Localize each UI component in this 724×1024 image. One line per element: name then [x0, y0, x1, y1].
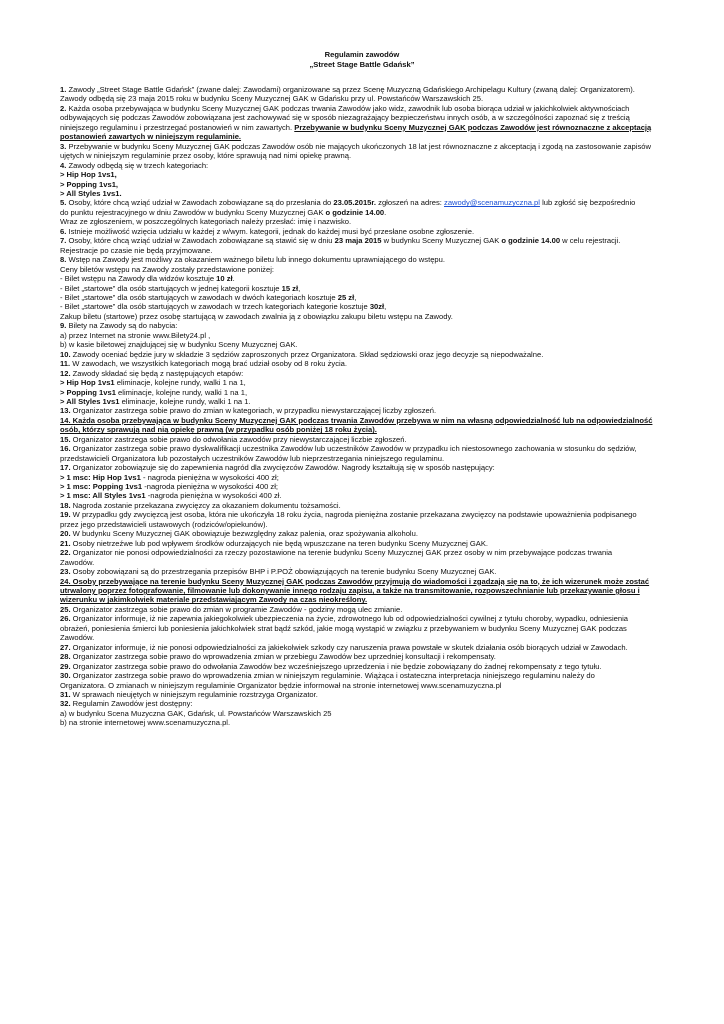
text-line [60, 567, 664, 576]
text-segment: . [384, 207, 387, 217]
text-segment: 6. [60, 226, 67, 236]
text-segment: Organizator zastrzega sobie prawo do zmian w kategoriach, w przypadku niewystarczającej liczby zgłoszeń. [70, 406, 437, 416]
text-segment: 12. [60, 368, 71, 378]
text-segment: 30zł [369, 302, 385, 312]
text-line [60, 558, 664, 567]
text-segment: > Popping 1vs1, [60, 179, 119, 189]
text-segment: 4. [60, 160, 67, 170]
text-line [60, 510, 664, 519]
text-line [60, 586, 664, 595]
text-segment: 10 zł [216, 274, 233, 284]
text-segment: - Bilet wstępu na Zawody dla widzów kosztuje [60, 274, 217, 284]
text-segment: postanowień zawartych w niniejszym regulaminie. [60, 132, 242, 142]
text-line [60, 293, 664, 302]
text-segment: Ceny biletów wstępu na Zawody zostały przedstawione poniżej: [60, 264, 275, 274]
text-segment: > All Styles 1vs1. [60, 188, 122, 198]
text-line [60, 482, 664, 491]
text-segment: 19. [60, 510, 71, 520]
text-segment: 25. [60, 604, 71, 614]
text-segment: 22. [60, 548, 71, 558]
document-page [60, 50, 664, 728]
text-segment: . [232, 274, 235, 284]
text-segment: > 1 msc: Popping 1vs1 [60, 482, 143, 492]
text-line [60, 265, 664, 274]
text-segment: 7. [60, 236, 67, 246]
text-line [60, 284, 664, 293]
text-segment: 24. Osoby przebywające na terenie budynku Sceny Muzycznej GAK podczas Zawodów przyjmują do wiadomości i zgadzają się na to, że ich wizerunek może zostać [60, 576, 650, 586]
text-line [60, 189, 664, 198]
text-segment: - Bilet „startowe” dla osób startujących w zawodach w trzech kategoriach kategorie kosztuje [60, 302, 370, 312]
text-segment: Zawodów. [60, 633, 95, 643]
text-line [60, 406, 664, 415]
text-segment: 21. [60, 538, 71, 548]
text-segment: 30. [60, 671, 71, 681]
text-line [60, 208, 664, 217]
text-segment: Osoby, które chcą wziąć udział w Zawodach zobowiązane są stawić się w dniu [66, 236, 335, 246]
text-segment: W sprawach nieujętych w niniejszym regulaminie rozstrzyga Organizator. [70, 690, 318, 699]
text-segment: w budynku Sceny Muzycznej GAK [381, 236, 502, 246]
text-line [60, 132, 664, 141]
text-line [60, 690, 664, 699]
text-line [60, 577, 664, 586]
text-line [60, 274, 664, 283]
text-segment: w celu rejestracji. [560, 236, 621, 246]
text-segment: obrażeń, poniesienia śmierci lub poniesienia jakichkolwiek strat bądź szkód, jakie mogą wystąpić w związku z przebywaniem w budynku Sceny Muzycznej GAK podczas [60, 623, 627, 633]
text-segment: zgłoszeń na adres: [376, 198, 445, 208]
text-segment: W budynku Sceny Muzycznej GAK obowiązuje bezwzględny zakaz palenia, oraz spożywania alkoholu. [70, 529, 418, 539]
text-segment: 23 maja 2015 [334, 236, 382, 246]
text-line [60, 350, 664, 359]
text-segment: osób, którzy sprawują nad nią opiekę prawną (w przypadku osób poniżej 18 roku życia). [60, 425, 377, 435]
text-line [60, 227, 664, 236]
text-segment: Organizator zastrzega sobie prawo do zmian w programie Zawodów - godziny mogą ulec zmianie. [70, 604, 403, 614]
text-segment: b) na stronie internetowej www.scenamuzyczna.pl. [60, 718, 231, 728]
text-line [60, 217, 664, 226]
text-segment: a) przez Internet na stronie www.Bilety24.pl , [60, 330, 211, 340]
text-segment: , [354, 292, 357, 302]
text-segment: 26. [60, 614, 71, 624]
text-segment: 16. [60, 444, 71, 454]
text-line [60, 113, 664, 122]
text-segment: - Bilet „startowe” dla osób startujących w zawodach w dwóch kategoriach kosztuje [60, 292, 338, 302]
text-segment: W przypadku gdy zwycięzcą jest osoba, która nie ukończyła 18 roku życia, nagroda pieniężna zostanie przekazana zwycięzcy na podstawie upoważnienia podpisanego [70, 510, 637, 520]
text-segment: o godzinie 14.00 [325, 207, 385, 217]
text-segment: > Popping 1vs1 [60, 387, 116, 397]
text-segment: Zakup biletu (startowe) przez osobę startującą w zawodach zwalnia ją z obowiązku zakupu biletu wstępu na Zawody. [60, 311, 453, 321]
text-segment: Wstęp na Zawody jest możliwy za okazaniem ważnego biletu lub innego dokumentu uprawniającego do wstępu. [66, 255, 445, 265]
text-line [60, 624, 664, 633]
text-segment: -nagroda pieniężna w wysokości 400 zł; [142, 482, 279, 492]
text-line [60, 435, 664, 444]
text-line [60, 388, 664, 397]
text-segment: -nagroda pieniężna w wysokości 400 zł. [145, 491, 282, 501]
text-segment: Każda osoba przebywająca w budynku Sceny Muzycznej GAK podczas trwania Zawodów jako widz, zawodnik lub osoba biorąca udział w jakichkolwiek aktywnościach [66, 103, 630, 113]
text-segment: Przebywanie w budynku Sceny Muzycznej GAK podczas Zawodów osób nie mających ukończonych 18 lat jest równoznaczne z akceptacją i zgodą na zastosowanie zapisów [66, 141, 651, 151]
text-line [60, 85, 664, 94]
text-segment: 27. [60, 642, 71, 652]
text-line [60, 444, 664, 453]
text-segment: Organizator zastrzega sobie prawo do odwołania zawodów przy niewystarczającej liczbie zgłoszeń. [70, 434, 407, 444]
text-line [60, 473, 664, 482]
text-segment: Organizator informuje, iż nie zapewnia jakiegokolwiek ubezpieczenia na życie, zdrowotnego lub od odpowiedzialności cywilnej z tytułu choroby, wypadku, odniesienia [70, 614, 629, 624]
text-line [60, 123, 664, 132]
document-subtitle: „Street Stage Battle Gdańsk” [309, 60, 415, 69]
text-segment: 29. [60, 661, 71, 671]
text-line [60, 302, 664, 311]
text-line [60, 142, 664, 151]
text-segment: Zawody składać się będą z następujących etapów: [70, 368, 244, 378]
text-segment: o godzinie 14.00 [501, 236, 561, 246]
text-line [60, 501, 664, 510]
text-segment: Rejestracje po czasie nie będą przyjmowane. [60, 245, 213, 255]
text-line [60, 255, 664, 264]
text-segment: , [298, 283, 301, 293]
text-line [60, 463, 664, 472]
text-segment: Zawody odbędą się 23 maja 2015 roku w budynku Sceny Muzycznej GAK w Gdańsku przy ul. Powstańców Warszawskich 25. [60, 94, 484, 104]
text-segment: 11. [60, 359, 71, 369]
text-line [60, 246, 664, 255]
text-segment: Organizator nie ponosi odpowiedzialności za rzeczy pozostawione na terenie budynku Sceny Muzycznej GAK przez osoby w nim przebywające podczas trwania [70, 548, 613, 558]
text-line [60, 104, 664, 113]
text-line [60, 416, 664, 425]
text-line [60, 662, 664, 671]
text-line [60, 643, 664, 652]
text-segment: Nagroda zostanie przekazana zwycięzcy za okazaniem dokumentu tożsamości. [70, 500, 341, 510]
text-segment: Osoby zobowiązani są do przestrzegania przepisów BHP i P.POŻ obowiązujących na terenie budynku Sceny Muzycznej GAK. [70, 567, 497, 577]
text-segment: - Bilet „startowe” dla osób startujących w jednej kategorii kosztuje [60, 283, 282, 293]
text-segment: Organizatora. O zmianach w niniejszym regulaminie Organizator będzie informował na stronie internetowej www.scenamuzyczna.pl [60, 680, 502, 690]
text-segment: 28. [60, 652, 71, 662]
text-line [60, 198, 664, 207]
text-line [60, 454, 664, 463]
text-segment: przez jego przedstawicieli ustawowych (rodziców/opiekunów). [60, 519, 268, 529]
text-segment: 3. [60, 141, 67, 151]
text-segment: eliminacje, kolejne rundy, walki 1 na 1, [115, 387, 248, 397]
text-line [60, 378, 664, 387]
text-segment: Zawody „Street Stage Battle Gdańsk” (zwane dalej: Zawodami) organizowane są przez Scenę Muzyczną Gdańskiego Archipelagu Kultury (zwaną dalej: Organizatorem). [66, 85, 635, 94]
text-segment: W zawodach, we wszystkich kategoriach mogą brać udział osoby od 8 roku życia. [70, 359, 348, 369]
text-segment: 1. [60, 85, 67, 94]
text-line [60, 671, 664, 680]
text-segment: Regulamin Zawodów jest dostępny: [70, 699, 193, 709]
text-segment: Bilety na Zawody są do nabycia: [66, 321, 178, 331]
text-line [60, 312, 664, 321]
text-segment: > All Styles 1vs1 [60, 396, 120, 406]
text-line [60, 681, 664, 690]
text-segment: > 1 msc: Hip Hop 1vs1 [60, 472, 141, 482]
text-line [60, 94, 664, 103]
text-segment: Organizator zastrzega sobie prawo do wprowadzenia zmian w przebiegu Zawodów bez uprzedniej konsultacji i rekompensaty. [70, 652, 496, 662]
text-segment: eliminacje, kolejne rundy, walki 1 na 1. [119, 396, 251, 406]
text-segment: 14. Każda osoba przebywająca w budynku Sceny Muzycznej GAK podczas trwania Zawodów przebywa w nim na własną odpowiedzialność lub na odpowiedzialność [60, 415, 653, 425]
text-line [60, 151, 664, 160]
text-segment: 18. [60, 500, 71, 510]
text-segment: Przebywanie w budynku Sceny Muzycznej GAK podczas Zawodów jest równoznaczne z akceptacją [294, 122, 652, 132]
text-line [60, 633, 664, 642]
text-line [60, 491, 664, 500]
text-segment: 32. [60, 699, 71, 709]
text-segment: przedstawicieli Organizatora lub pozostałych uczestników Zawodów lub nieprzestrzegania niniejszego regulaminu. [60, 453, 445, 463]
text-segment: 31. [60, 690, 71, 699]
text-segment: 15 zł [281, 283, 299, 293]
text-segment: niniejszego regulaminu i przestrzegać postanowień w nim zawartych. [60, 122, 295, 132]
text-line [60, 340, 664, 349]
text-segment: lub zgłość się bezpośrednio [539, 198, 636, 208]
text-segment: 2. [60, 103, 67, 113]
text-segment: do punktu rejestracyjnego w dniu Zawodów w budynku Sceny Muzycznej GAK [60, 207, 326, 217]
document-body [60, 85, 664, 728]
text-segment: wizerunku w jakimkolwiek materiale przedstawiającym Zawody na czas nieokreślony. [60, 595, 368, 605]
text-line [60, 520, 664, 529]
text-segment: Zawody odbędą się w trzech kategoriach: [66, 160, 209, 170]
text-segment: utrwalony poprzez fotografowanie, filmowanie lub dokonywanie innego rodzaju zapisu, a także na transmitowanie, rozpowszechnianie lub przekazywanie głosu i [60, 586, 640, 596]
text-segment: 23. [60, 567, 71, 577]
text-line [60, 539, 664, 548]
text-segment: 20. [60, 529, 71, 539]
text-segment: Organizator zastrzega sobie prawo do odwołania Zawodów bez wcześniejszego uprzedzenia i nie będzie zobowiązany do żadnej rekompensaty z tego tytułu. [70, 661, 602, 671]
text-segment: Osoby, które chcą wziąć udział w Zawodach zobowiązane są do przesłania do [66, 198, 334, 208]
text-segment: 5. [60, 198, 67, 208]
email-link[interactable]: zawody@scenamuzyczna.pl [444, 198, 540, 208]
text-segment: Osoby nietrzeźwe lub pod wpływem środków odurzających nie będą wpuszczane na teren budynku Sceny Muzycznej GAK. [70, 538, 489, 548]
text-line [60, 321, 664, 330]
text-segment: ujętych w niniejszym regulaminie przez osoby, które sprawują nad nimi opiekę prawną. [60, 151, 352, 161]
text-line [60, 236, 664, 245]
text-segment: 8. [60, 255, 67, 265]
text-segment: > 1 msc: All Styles 1vs1 [60, 491, 146, 501]
text-line [60, 397, 664, 406]
text-line [60, 699, 664, 708]
text-segment: Istnieje możliwość wzięcia udziału w każdej z w/wym. kategorii, jednak do każdej musi być przesłane osobne zgłoszenie. [66, 226, 475, 236]
text-segment: odbywających się podczas Zawodów zobowiązana jest zachowywać się w sposób niezagrażający bezpieczeństwu innych osób, a w szczególności zapoznać się z treścią [60, 113, 630, 123]
text-line [60, 595, 664, 604]
text-segment: Organizator zastrzega sobie prawo dyskwalifikacji uczestnika Zawodów lub uczestników Zawodów w przypadku ich niestosownego zachowania w stosunku do sędziów, [70, 444, 637, 454]
text-segment: 25 zł [337, 292, 355, 302]
text-segment: Organizator zobowiązuje się do zapewnienia nagród dla zwycięzców Zawodów. Nagrody kształtują się w sposób następujący: [70, 463, 495, 473]
text-segment: Zawodów. [60, 557, 95, 567]
document-title: Regulamin zawodów [324, 50, 400, 59]
text-line [60, 170, 664, 179]
text-segment: 13. [60, 406, 71, 416]
text-line [60, 425, 664, 434]
text-line [60, 359, 664, 368]
text-segment: b) w kasie biletowej znajdującej się w budynku Sceny Muzycznej GAK. [60, 340, 298, 350]
text-segment: 15. [60, 434, 71, 444]
text-segment: 10. [60, 349, 71, 359]
text-segment: Organizator informuje, iż nie ponosi odpowiedzialności za jakiekolwiek szkody czy naruszenia prawa powstałe w skutek działania osób biorących udział w Zawodach. [70, 642, 628, 652]
text-segment: Wraz ze zgłoszeniem, w poszczególnych kategoriach należy przesłać: imię i nazwisko. [60, 217, 352, 227]
text-line [60, 652, 664, 661]
text-line [60, 614, 664, 623]
text-segment: , [384, 302, 387, 312]
text-segment: a) w budynku Scena Muzyczna GAK, Gdańsk, ul. Powstańców Warszawskich 25 [60, 708, 332, 718]
text-line [60, 605, 664, 614]
text-segment: 17. [60, 463, 71, 473]
text-segment: eliminacje, kolejne rundy, walki 1 na 1, [114, 378, 246, 388]
text-segment: > Hip Hop 1vs1, [60, 170, 117, 180]
text-segment: Zawody oceniać będzie jury w składzie 3 sędziów zaproszonych przez Organizatora. Skład sędziowski oraz jego decyzje są niepodważalne. [70, 349, 544, 359]
text-line [60, 718, 664, 727]
text-segment: 9. [60, 321, 67, 331]
text-segment: > Hip Hop 1vs1 [60, 378, 115, 388]
text-segment: Organizator zastrzega sobie prawo do wprowadzenia zmian w niniejszym regulaminie. Wiążąca i ostateczna interpretacja niniejszego regulaminu należy do [70, 671, 595, 681]
text-segment: 23.05.2015r. [333, 198, 377, 208]
text-segment: - nagroda pieniężna w wysokości 400 zł; [140, 472, 279, 482]
text-line [60, 369, 664, 378]
text-line [60, 161, 664, 170]
text-line [60, 529, 664, 538]
text-line [60, 548, 664, 557]
text-line [60, 331, 664, 340]
text-line [60, 180, 664, 189]
text-line [60, 709, 664, 718]
